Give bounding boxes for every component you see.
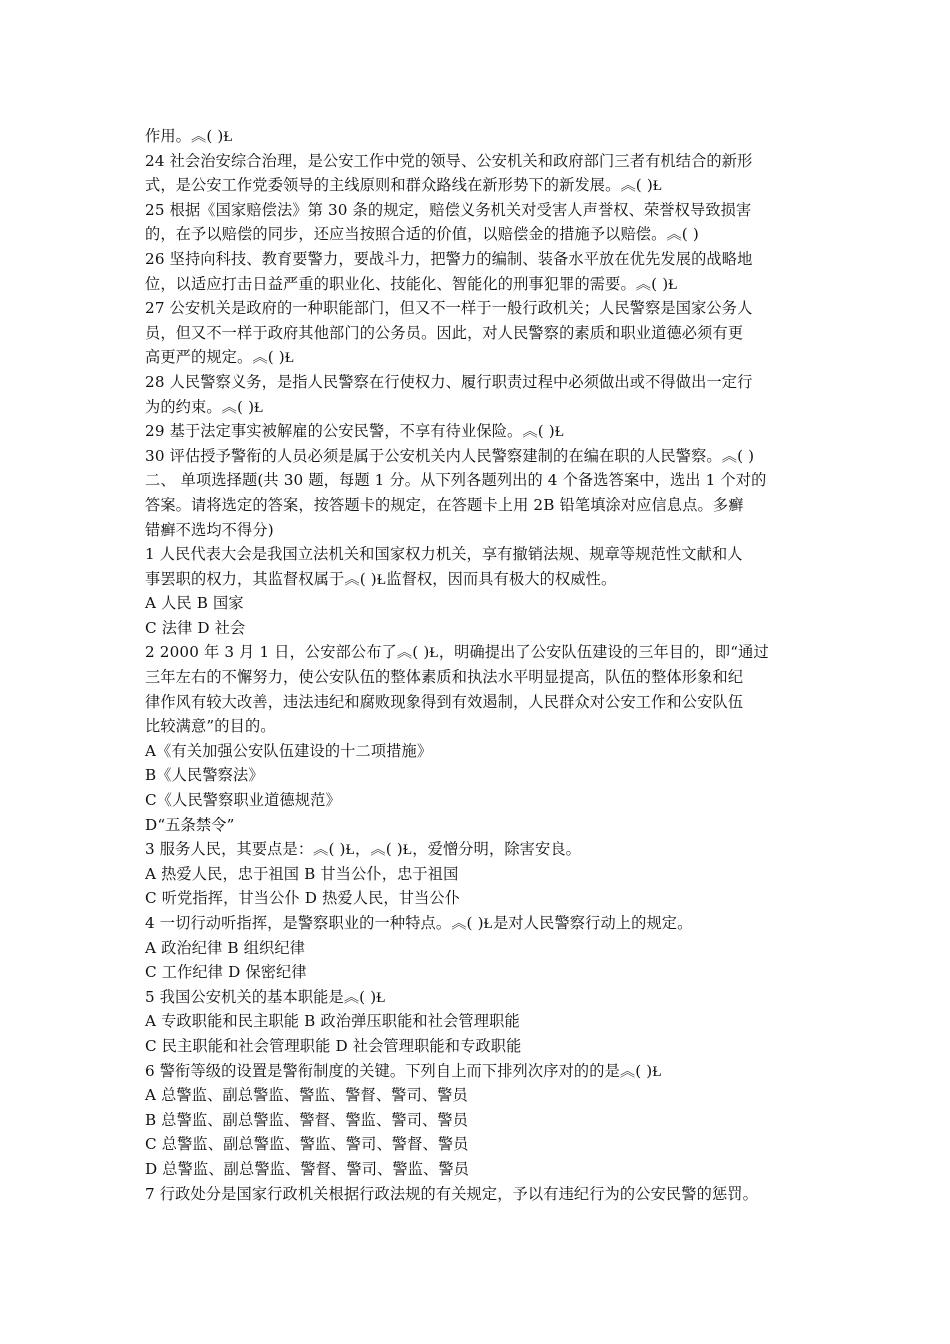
text-line: 比较满意”的目的。 — [145, 717, 276, 736]
question-line: 7 行政处分是国家行政机关根据行政法规的有关规定，予以有违纪行为的公安民警的惩罚。 — [145, 1184, 758, 1203]
text-line: 律作风有较大改善，违法违纪和腐败现象得到有效遏制，人民群众对公安工作和公安队伍 — [145, 692, 744, 711]
text-line: 27 公安机关是政府的一种职能部门，但又不一样于一般行政机关；人民警察是国家公务人 — [145, 299, 753, 318]
option-line: C《人民警察职业道德规范》 — [145, 791, 341, 810]
question-line: 2 2000 年 3 月 1 日，公安部公布了︽( )Ɫ，明确提出了公安队伍建设的三年目的，即“通过 — [145, 643, 769, 662]
text-line: 答案。请将选定的答案，按答题卡的规定，在答题卡上用 2B 铅笔填涂对应信息点。多癣 — [145, 495, 744, 514]
option-line: D“五条禁令” — [145, 815, 235, 834]
option-line: B《人民警察法》 — [145, 766, 264, 785]
section-heading: 二、 单项选择题(共 30 题，每题 1 分。从下列各题列出的 4 个备选答案中，选出 1 个对的 — [145, 471, 767, 490]
text-line: 28 人民警察义务，是指人民警察在行使权力、履行职责过程中必须做出或不得做出一定行 — [145, 372, 753, 391]
text-line: 25 根据《国家赔偿法》第 30 条的规定，赔偿义务机关对受害人声誉权、荣誉权导致损害 — [145, 200, 752, 219]
text-line: 员，但又不一样于政府其他部门的公务员。因此，对人民警察的素质和职业道德必须有更 — [145, 323, 744, 342]
document-body — [145, 124, 815, 1206]
text-line: 作用。︽( )Ɫ — [145, 127, 233, 145]
option-line: C 听党指挥，甘当公仆 D 热爱人民，甘当公仆 — [145, 889, 461, 908]
option-line: B 总警监、副总警监、警督、警监、警司、警员 — [145, 1110, 469, 1129]
option-line: A 总警监、副总警监、警监、警督、警司、警员 — [145, 1086, 468, 1105]
text-line: 三年左右的不懈努力，使公安队伍的整体素质和执法水平明显提高，队伍的整体形象和纪 — [145, 668, 744, 687]
text-line: 29 基于法定事实被解雇的公安民警，不享有待业保险。︽( )Ɫ — [145, 422, 565, 441]
question-line: 1 人民代表大会是我国立法机关和国家权力机关，享有撤销法规、规章等规范性文献和人 — [145, 545, 743, 564]
text-line: 高更严的规定。︽( )Ɫ — [145, 348, 295, 367]
text-line: 30 评估授予警衔的人员必须是属于公安机关内人民警察建制的在编在职的人民警察。︽( ) — [145, 446, 755, 465]
text-line: 的，在予以赔偿的同步，还应当按照合适的价值，以赔偿金的措施予以赔偿。︽( ) — [145, 225, 699, 244]
option-line: A 专政职能和民主职能 B 政治弹压职能和社会管理职能 — [145, 1012, 520, 1031]
text-line: 为的约束。︽( )Ɫ — [145, 397, 264, 416]
option-line: C 总警监、副总警监、警监、警司、警督、警员 — [145, 1135, 469, 1154]
option-line: A 政治纪律 B 组织纪律 — [145, 938, 306, 957]
text-line: 错癣不选均不得分) — [145, 520, 274, 539]
text-line: 24 社会治安综合治理，是公安工作中党的领导、公安机关和政府部门三者有机结合的新形 — [145, 151, 753, 170]
question-line: 4 一切行动听指挥，是警察职业的一种特点。︽( )Ɫ是对人民警察行动上的规定。 — [145, 914, 693, 932]
option-line: D 总警监、副总警监、警督、警司、警监、警员 — [145, 1159, 470, 1178]
question-line: 6 警衔等级的设置是警衔制度的关键。下列自上而下排列次序对的的是︽( )Ɫ — [145, 1061, 662, 1080]
text-line: 事罢职的权力，其监督权属于︽( )Ɫ监督权，因而具有极大的权威性。 — [145, 569, 617, 588]
option-line: C 法律 D 社会 — [145, 618, 246, 637]
question-line: 5 我国公安机关的基本职能是︽( )Ɫ — [145, 987, 386, 1006]
option-line: C 民主职能和社会管理职能 D 社会管理职能和专政职能 — [145, 1036, 522, 1055]
option-line: A 热爱人民，忠于祖国 B 甘当公仆，忠于祖国 — [145, 864, 459, 883]
text-line: 位，以适应打击日益严重的职业化、技能化、智能化的刑事犯罪的需要。︽( )Ɫ — [145, 274, 678, 293]
option-line: A 人民 B 国家 — [145, 594, 244, 613]
option-line: C 工作纪律 D 保密纪律 — [145, 963, 307, 982]
text-line: 26 坚持向科技、教育要警力，要战斗力，把警力的编制、装备水平放在优先发展的战略地 — [145, 249, 753, 268]
text-line: 式，是公安工作党委领导的主线原则和群众路线在新形势下的新发展。︽( )Ɫ — [145, 176, 663, 195]
option-line: A《有关加强公安队伍建设的十二项措施》 — [145, 741, 433, 760]
question-line: 3 服务人民，其要点是：︽( )Ɫ，︽( )Ɫ，爱憎分明，除害安良。 — [145, 840, 582, 859]
